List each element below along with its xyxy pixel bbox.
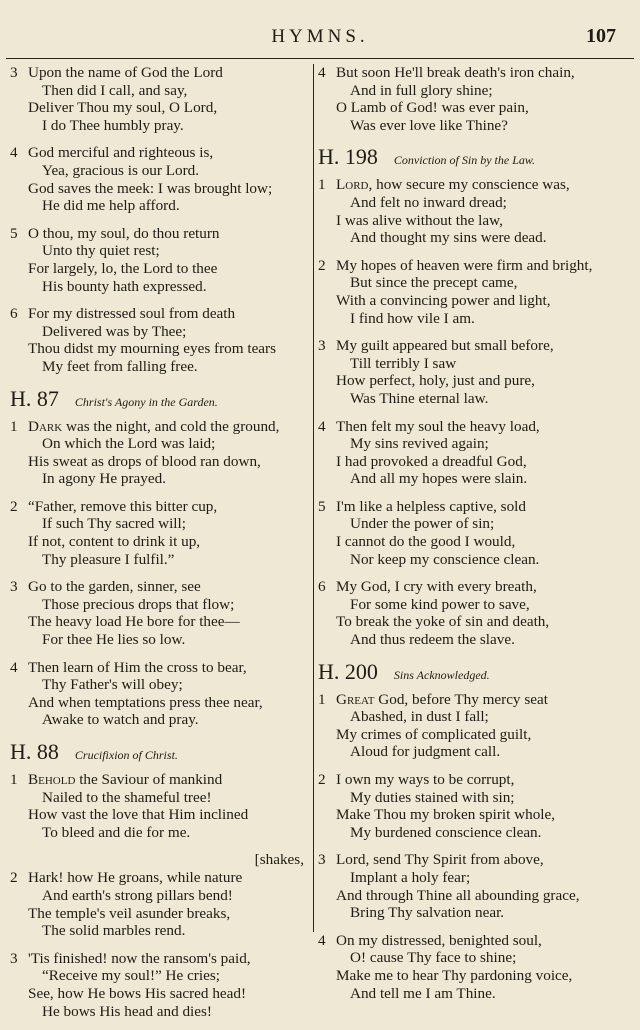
verse-number: 2 [10,497,18,515]
verse-line [318,176,630,194]
verse [318,932,630,1002]
verse-number: 1 [318,176,326,194]
verse-line: Thy pleasure I fulfil.” [42,550,175,568]
verse-line: If such Thy sacred will; [42,515,186,533]
verse-line: Nor keep my conscience clean. [350,550,540,568]
verse-number: 6 [318,578,326,596]
hymn-number: H. 200 [318,658,378,684]
verse-line: For thee He lies so low. [42,631,186,649]
hymn-heading [318,659,630,683]
page-header [0,26,640,50]
verse-line: My God, I cry with every breath, [336,578,537,596]
verse [10,144,306,214]
verse-line: Hark! how He groans, while nature [28,869,243,887]
verse-line: He bows His head and dies! [42,1002,212,1020]
hymn-title: Sins Acknowledged. [393,667,490,682]
hymn-number: H. 88 [10,739,59,764]
verse-line: Unto thy quiet rest; [42,242,160,260]
verse-line: His sweat as drops of blood ran down, [28,452,261,470]
verse-line: If not, content to drink it up, [28,533,201,551]
first-word: Dark [28,417,63,435]
verse [318,851,630,921]
verse-line: His bounty hath expressed. [42,277,207,295]
verse [318,418,630,488]
verse-line: The heavy load He bore for thee— [28,613,240,631]
verse [318,176,630,246]
verse-number: 1 [318,690,326,708]
verse [318,578,630,648]
verse-line [318,691,630,709]
first-word: Behold [28,771,76,788]
verse-line: On which the Lord was laid; [42,435,216,453]
verse-line: But soon He'll break death's iron chain, [336,64,575,81]
verse-number: 4 [10,658,18,676]
first-line-rest: how secure my conscience was, [372,176,570,194]
verse-number: 1 [10,771,18,788]
verse [10,659,306,729]
verse-line: I'm like a helpless captive, sold [336,497,526,515]
verse-line: How perfect, holy, just and pure, [336,372,535,390]
verse-number: 6 [10,305,18,323]
hymn-number: H. 198 [318,144,378,170]
verse-line: I cannot do the good I would, [336,533,516,551]
verse-line: My burdened conscience clean. [350,823,542,841]
verse [10,771,306,841]
verse-line: Nailed to the shameful tree! [42,788,212,806]
verse-line: I find how vile I am. [350,309,475,327]
hymn-title: Christ's Agony in the Garden. [74,394,218,409]
verse-line: Was Thine eternal law. [350,389,489,407]
verse-line: My sins revived again; [350,435,489,453]
verse-line: Then felt my soul the heavy load, [336,417,540,435]
running-title: HYMNS. [271,26,369,47]
verse-line: My duties stained with sin; [350,788,515,806]
verse-number: 5 [10,224,18,242]
verse-line: The temple's veil asunder breaks, [28,904,231,922]
verse-line: Delivered was by Thee; [42,322,187,340]
verse-line: Was ever love like Thine? [350,116,508,134]
verse-line: Bring Thy salvation near. [350,904,505,922]
verse-line: And all my hopes were slain. [350,470,528,488]
verse-line [10,771,306,789]
verse-line: O thou, my soul, do thou return [28,224,220,242]
verse-line: Make me to hear Thy pardoning voice, [336,966,573,984]
verse-line: “Father, remove this bitter cup, [28,497,218,515]
verse-number: 4 [318,64,326,81]
verse-line: And tell me I am Thine. [350,984,496,1002]
verse-line: Those precious drops that flow; [42,595,235,613]
hymn-heading [10,386,306,410]
verse-line: I own my ways to be corrupt, [336,771,515,788]
verse-line: And earth's strong pillars bend! [42,886,233,904]
verse-line: Aloud for judgment call. [350,743,501,761]
verse-line: Go to the garden, sinner, see [28,578,201,596]
verse [10,418,306,488]
verse-line: 'Tis finished! now the ransom's paid, [28,949,251,967]
verse-line: Abashed, in dust I fall; [350,708,489,726]
verse [10,578,306,648]
verse-line: And thought my sins were dead. [350,229,547,247]
verse [318,257,630,327]
verse-line: To break the yoke of sin and death, [336,613,550,631]
verse-number: 2 [318,256,326,274]
verse-number: 2 [318,771,326,788]
verse [318,64,630,134]
verse-line: O! cause Thy face to shine; [350,949,517,967]
verse-line: Thou didst my mourning eyes from tears [28,340,277,358]
right-column [318,64,630,1012]
verse-line: The solid marbles rend. [42,922,186,940]
turnover-word: [shakes, [254,851,304,869]
verse-number: 2 [10,869,18,887]
verse-number: 3 [318,851,326,869]
first-line-rest: the Saviour of mankind [75,771,223,788]
verse-line: And felt no inward dread; [350,193,507,211]
verse [10,851,306,939]
verse-line: God merciful and righteous is, [28,144,214,162]
verse-number: 3 [318,337,326,355]
hymn-number: H. 87 [10,385,59,411]
verse-number: 4 [318,931,326,949]
verse-line: And through Thine all abounding grace, [336,886,580,904]
verse-line: How vast the love that Him inclined [28,806,249,824]
verse-number: 5 [318,497,326,515]
page-number: 107 [586,25,616,47]
verse-number: 1 [10,417,18,435]
verse [318,498,630,568]
verse-line: Till terribly I saw [350,354,457,372]
verse [318,691,630,761]
verse [10,498,306,568]
verse [318,337,630,407]
verse [10,64,306,134]
verse-line: And when temptations press thee near, [28,693,263,711]
verse-line: See, how He bows His sacred head! [28,984,247,1002]
verse [318,771,630,841]
verse-line: Then learn of Him the cross to bear, [28,658,247,676]
verse-number: 4 [10,144,18,162]
verse-line: My feet from falling free. [42,357,198,375]
verse-line: With a convincing power and light, [336,291,551,309]
verse-line: Yea, gracious is our Lord. [42,161,200,179]
verse [10,225,306,295]
verse-line: Thy Father's will obey; [42,676,183,694]
verse [10,950,306,1020]
verse-line: Implant a holy fear; [350,868,471,886]
verse-number: 3 [10,64,18,81]
verse-line: “Receive my soul!” He cries; [42,967,220,985]
column-divider [313,64,314,932]
verse-line: I was alive without the law, [336,211,503,229]
verse-line: He did me help afford. [42,197,180,215]
verse-line: I had provoked a dreadful God, [336,452,527,470]
hymn-heading [10,739,306,763]
verse-line: My crimes of complicated guilt, [336,725,532,743]
hymn-heading [318,144,630,168]
verse-line: I do Thee humbly pray. [42,116,184,134]
verse-line: On my distressed, benighted soul, [336,931,542,949]
verse-line: O Lamb of God! was ever pain, [336,99,529,117]
left-column [10,64,306,1030]
verse-line: Awake to watch and pray. [42,711,199,729]
verse-number: 3 [10,578,18,596]
verse-line: And thus redeem the slave. [350,631,515,649]
hymn-title: Crucifixion of Christ. [74,748,178,762]
verse-line [10,418,306,436]
verse-number: 4 [318,417,326,435]
verse-line: But since the precept came, [350,274,518,292]
verse-line: Make Thou my broken spirit whole, [336,806,556,824]
verse-line: In agony He prayed. [42,470,166,488]
verse-line: Deliver Thou my soul, O Lord, [28,99,218,117]
hymn-title: Conviction of Sin by the Law. [393,153,535,168]
first-word: Lord, [336,176,373,194]
verse-line: My hopes of heaven were firm and bright, [336,256,593,274]
verse-line: Lord, send Thy Spirit from above, [336,851,544,869]
first-line-rest: God, before Thy mercy seat [374,690,548,708]
verse [10,305,306,375]
verse-number: 3 [10,949,18,967]
verse-line: Then did I call, and say, [42,81,188,99]
first-line-rest: was the night, and cold the ground, [62,417,280,435]
verse-line: My guilt appeared but small before, [336,337,554,355]
first-word: Great [336,690,375,708]
verse-line: For largely, lo, the Lord to thee [28,259,218,277]
verse-line: To bleed and die for me. [42,823,191,841]
verse-line: And in full glory shine; [350,81,493,99]
verse-line: For some kind power to save, [350,595,530,613]
verse-line: God saves the meek: I was brought low; [28,179,273,197]
verse-line: Upon the name of God the Lord [28,64,223,81]
header-rule [6,58,634,59]
verse-line: Under the power of sin; [350,515,495,533]
verse-line: For my distressed soul from death [28,305,236,323]
